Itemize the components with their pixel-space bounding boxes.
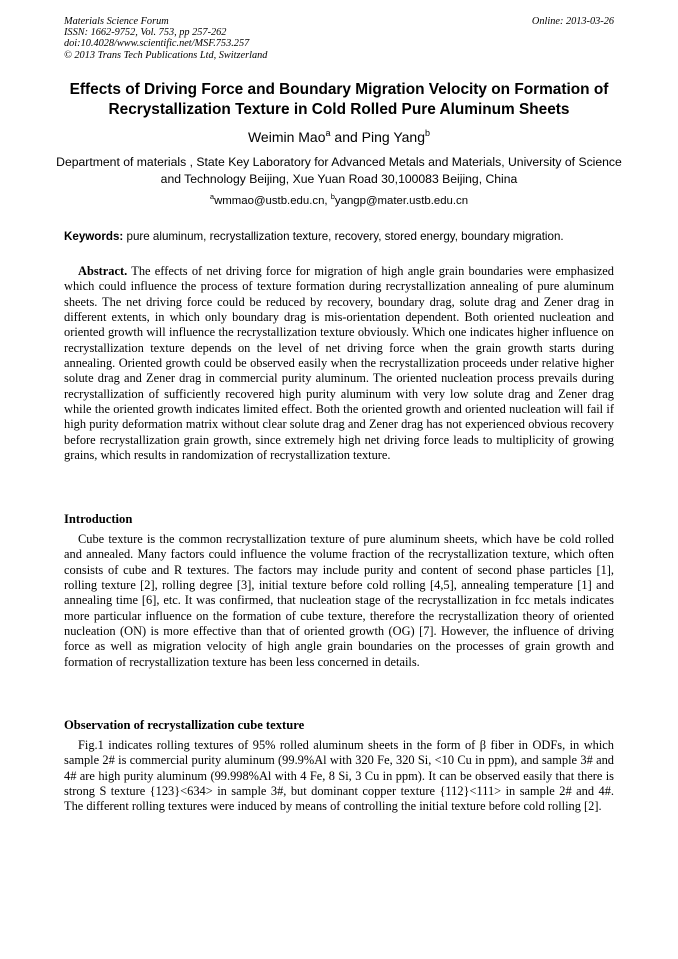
paper-title: Effects of Driving Force and Boundary Migration Velocity on Formation of Recrystallization Texture in Cold Rolled Pure Aluminum Sheets	[69, 81, 609, 118]
author-2: Ping Yang	[361, 129, 425, 145]
author-1: Weimin Mao	[247, 129, 326, 145]
email-b: yangp@mater.ustb.edu.cn	[334, 195, 469, 207]
observation-paragraph: Fig.1 indicates rolling textures of 95% rolled aluminum sheets in the form of β fiber in ODFs, in which sample 2# is commercial purity aluminum (99.9%Al with 320 Fe, 320 Si, <10 Cu in ppm), and sample 3# and 4# are high purity aluminum (99.998%Al with 4 Fe, 8 Si, 3 Cu in ppm). It can be observed easily that there is strong S texture {123}<634> in sample 3#, but dominant copper texture {112}<111> in sample 2# and 4#. The different rolling textures were induced by means of controlling the initial texture before cold rolling [2].	[64, 738, 614, 814]
author-joiner: and	[330, 129, 362, 145]
introduction-paragraph: Cube texture is the common recrystallization texture of pure aluminum sheets, which have be cold rolled and annealed. Many factors could influence the volume fraction of the recrystallization texture, which often consists of cube and R textures. The factors may include purity and content of second phase particles [1], rolling texture [2], rolling degree [3], initial texture before cold rolling [4,5], annealing temperature [1] and annealing time [6], etc. It was confirmed, that nucleation stage of the recrystallization in fcc metals indicates more particular influence on the formation of cube texture, therefore the recrystallization theory of oriented nucleation (ON) is more effective than that of oriented growth (OG) [7]. However, the influence of driving force as well as migration velocity of high angle grain boundaries on the processes of grain growth and formation of recrystallization texture has been less concerned in details.	[64, 532, 614, 669]
section-heading-observation: Observation of recrystallization cube texture	[64, 718, 305, 732]
journal-name: Materials Science Forum	[64, 16, 169, 27]
keywords-label: Keywords:	[64, 230, 124, 243]
section-heading-introduction: Introduction	[64, 512, 133, 526]
journal-issn: ISSN: 1662-9752, Vol. 753, pp 257-262	[64, 27, 227, 39]
author-2-mark: b	[425, 128, 431, 138]
journal-copyright: © 2013 Trans Tech Publications Ltd, Switzerland	[64, 49, 268, 61]
keywords-text: pure aluminum, recrystallization texture, recovery, stored energy, boundary migration.	[123, 230, 564, 243]
author-1-mark: a	[325, 128, 331, 138]
abstract-text: The effects of net driving force for migration of high angle grain boundaries were emphasized which could influence the process of texture formation during recrystallization annealing of pure aluminum sheets. The net driving force could be reduced by recovery, boundary drag, solute drag and Zener drag in different extents, in which only boundary drag is mis-orientation dependent. Both oriented nucleation and oriented growth will influence the recrystallization texture obviously. Which one indicates higher influence on recrystallization texture depends on the level of net driving force when the grain growth starts during annealing. Oriented growth could be observed easily when the recrystallization proceeds under relative higher solute drag and Zener drag in commercial purity aluminum. The oriented nucleation process prevails during recrystallization of sufficiently recovered high purity aluminum with very low solute drag and Zener drag while the oriented growth indicates limited effect. Both the oriented growth and oriented nucleation will fail if high purity deformation matrix without clear solute drag and Zener drag has not experienced obvious recovery before recrystallization grain growth, since extremely high net driving force leads to multiplicity of growing grains, which results in randomization of recrystallization texture.	[64, 264, 614, 463]
online-date: Online: 2013-03-26	[531, 16, 614, 27]
email-b-mark: b	[330, 192, 335, 201]
journal-doi: doi:10.4028/www.scientific.net/MSF.753.257	[64, 38, 250, 50]
author-emails	[40, 194, 638, 208]
email-a: wmmao@ustb.edu.cn,	[214, 195, 331, 207]
abstract	[64, 264, 614, 463]
keywords	[64, 229, 624, 244]
abstract-label: Abstract.	[78, 264, 128, 278]
affiliation: Department of materials , State Key Laboratory for Advanced Metals and Materials, University of Science and Technology Beijing, Xue Yuan Road 30,100083 Beijing, China	[56, 155, 622, 186]
author-list	[40, 128, 638, 146]
email-a-mark: a	[209, 192, 215, 201]
journal-header	[64, 16, 267, 61]
